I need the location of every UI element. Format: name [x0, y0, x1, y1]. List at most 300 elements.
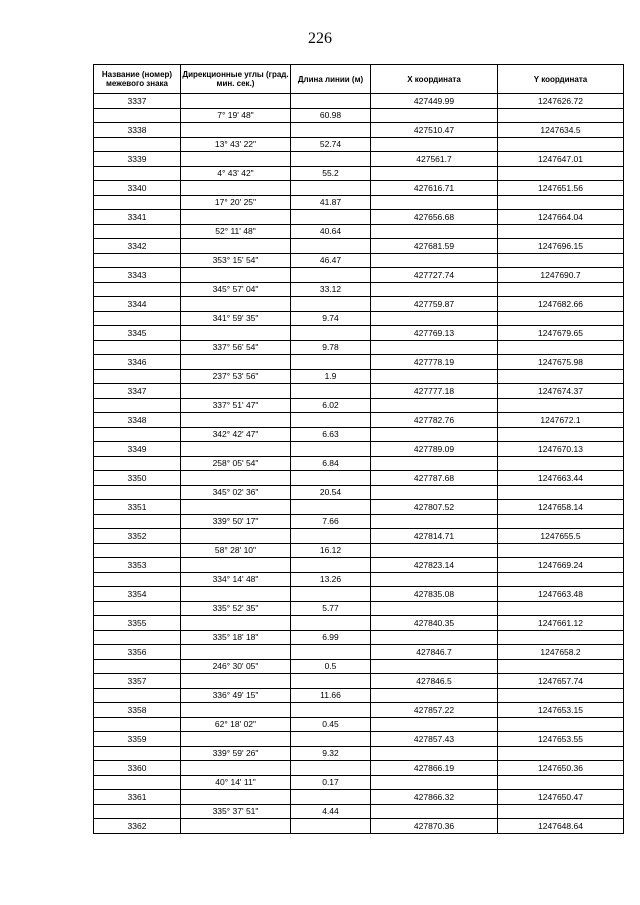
empty-cell [371, 572, 498, 587]
empty-cell [498, 108, 624, 123]
line-length-cell: 55.2 [291, 166, 371, 181]
point-name-cell: 3340 [94, 181, 181, 196]
empty-cell [181, 442, 291, 457]
empty-cell [181, 761, 291, 776]
point-row [94, 297, 624, 312]
segment-row [94, 311, 624, 326]
empty-cell [94, 688, 181, 703]
direction-angle-cell: 52° 11' 48" [181, 224, 291, 239]
empty-cell [94, 775, 181, 790]
point-row [94, 413, 624, 428]
empty-cell [94, 659, 181, 674]
empty-cell [94, 282, 181, 297]
point-row [94, 326, 624, 341]
line-length-cell: 16.12 [291, 543, 371, 558]
empty-cell [94, 311, 181, 326]
direction-angle-cell: 237° 53' 56" [181, 369, 291, 384]
segment-row [94, 775, 624, 790]
point-name-cell: 3360 [94, 761, 181, 776]
empty-cell [371, 398, 498, 413]
line-length-cell: 33.12 [291, 282, 371, 297]
empty-cell [291, 442, 371, 457]
x-coordinate-cell: 427616.71 [371, 181, 498, 196]
point-row [94, 500, 624, 515]
empty-cell [291, 790, 371, 805]
x-coordinate-cell: 427681.59 [371, 239, 498, 254]
empty-cell [498, 601, 624, 616]
segment-row [94, 456, 624, 471]
boundary-coordinates-table [93, 64, 624, 834]
empty-cell [498, 282, 624, 297]
point-name-cell: 3349 [94, 442, 181, 457]
y-coordinate-cell: 1247696.15 [498, 239, 624, 254]
line-length-cell: 1.9 [291, 369, 371, 384]
direction-angle-cell: 337° 51' 47" [181, 398, 291, 413]
y-coordinate-cell: 1247690.7 [498, 268, 624, 283]
direction-angle-cell: 345° 02' 36" [181, 485, 291, 500]
y-coordinate-cell: 1247648.64 [498, 819, 624, 834]
empty-cell [498, 717, 624, 732]
x-coordinate-cell: 427782.76 [371, 413, 498, 428]
header-y: Y координата [498, 65, 624, 94]
empty-cell [291, 674, 371, 689]
point-row [94, 558, 624, 573]
empty-cell [291, 413, 371, 428]
empty-cell [181, 616, 291, 631]
line-length-cell: 13.26 [291, 572, 371, 587]
y-coordinate-cell: 1247663.44 [498, 471, 624, 486]
empty-cell [371, 108, 498, 123]
x-coordinate-cell: 427769.13 [371, 326, 498, 341]
segment-row [94, 804, 624, 819]
empty-cell [371, 601, 498, 616]
line-length-cell: 46.47 [291, 253, 371, 268]
x-coordinate-cell: 427759.87 [371, 297, 498, 312]
x-coordinate-cell: 427778.19 [371, 355, 498, 370]
empty-cell [498, 369, 624, 384]
empty-cell [371, 340, 498, 355]
y-coordinate-cell: 1247657.74 [498, 674, 624, 689]
point-row [94, 123, 624, 138]
point-row [94, 152, 624, 167]
empty-cell [291, 355, 371, 370]
empty-cell [498, 195, 624, 210]
y-coordinate-cell: 1247674.37 [498, 384, 624, 399]
segment-row [94, 253, 624, 268]
segment-row [94, 398, 624, 413]
y-coordinate-cell: 1247650.47 [498, 790, 624, 805]
empty-cell [291, 239, 371, 254]
table-body [94, 94, 624, 834]
header-row [94, 65, 624, 94]
point-row [94, 239, 624, 254]
x-coordinate-cell: 427835.08 [371, 587, 498, 602]
x-coordinate-cell: 427857.22 [371, 703, 498, 718]
point-row [94, 790, 624, 805]
segment-row [94, 369, 624, 384]
header-angle: Дирекционные углы (град. мин. сек.) [181, 65, 291, 94]
direction-angle-cell: 335° 37' 51" [181, 804, 291, 819]
y-coordinate-cell: 1247647.01 [498, 152, 624, 167]
point-row [94, 268, 624, 283]
point-name-cell: 3357 [94, 674, 181, 689]
direction-angle-cell: 246° 30' 05" [181, 659, 291, 674]
empty-cell [371, 224, 498, 239]
segment-row [94, 195, 624, 210]
empty-cell [498, 572, 624, 587]
empty-cell [94, 108, 181, 123]
empty-cell [94, 369, 181, 384]
empty-cell [498, 427, 624, 442]
empty-cell [371, 775, 498, 790]
empty-cell [94, 601, 181, 616]
line-length-cell: 41.87 [291, 195, 371, 210]
segment-row [94, 166, 624, 181]
segment-row [94, 717, 624, 732]
segment-row [94, 659, 624, 674]
empty-cell [291, 645, 371, 660]
segment-row [94, 746, 624, 761]
empty-cell [94, 514, 181, 529]
empty-cell [498, 804, 624, 819]
empty-cell [371, 369, 498, 384]
y-coordinate-cell: 1247658.14 [498, 500, 624, 515]
segment-row [94, 137, 624, 152]
y-coordinate-cell: 1247653.55 [498, 732, 624, 747]
point-name-cell: 3356 [94, 645, 181, 660]
point-name-cell: 3346 [94, 355, 181, 370]
empty-cell [291, 268, 371, 283]
x-coordinate-cell: 427777.18 [371, 384, 498, 399]
point-row [94, 355, 624, 370]
y-coordinate-cell: 1247650.36 [498, 761, 624, 776]
empty-cell [498, 543, 624, 558]
point-row [94, 674, 624, 689]
empty-cell [498, 340, 624, 355]
empty-cell [181, 239, 291, 254]
direction-angle-cell: 258° 05' 54" [181, 456, 291, 471]
point-name-cell: 3348 [94, 413, 181, 428]
direction-angle-cell: 62° 18' 02" [181, 717, 291, 732]
empty-cell [94, 717, 181, 732]
empty-cell [94, 746, 181, 761]
direction-angle-cell: 345° 57' 04" [181, 282, 291, 297]
empty-cell [181, 819, 291, 834]
segment-row [94, 514, 624, 529]
direction-angle-cell: 4° 43' 42" [181, 166, 291, 181]
empty-cell [371, 630, 498, 645]
direction-angle-cell: 17° 20' 25" [181, 195, 291, 210]
point-row [94, 703, 624, 718]
x-coordinate-cell: 427857.43 [371, 732, 498, 747]
point-name-cell: 3342 [94, 239, 181, 254]
empty-cell [94, 398, 181, 413]
x-coordinate-cell: 427814.71 [371, 529, 498, 544]
direction-angle-cell: 353° 15' 54" [181, 253, 291, 268]
empty-cell [371, 137, 498, 152]
segment-row [94, 688, 624, 703]
empty-cell [181, 123, 291, 138]
empty-cell [498, 224, 624, 239]
x-coordinate-cell: 427823.14 [371, 558, 498, 573]
direction-angle-cell: 335° 52' 35" [181, 601, 291, 616]
empty-cell [181, 152, 291, 167]
point-name-cell: 3358 [94, 703, 181, 718]
point-row [94, 384, 624, 399]
empty-cell [181, 674, 291, 689]
x-coordinate-cell: 427449.99 [371, 94, 498, 109]
empty-cell [181, 210, 291, 225]
empty-cell [94, 195, 181, 210]
empty-cell [498, 630, 624, 645]
line-length-cell: 9.74 [291, 311, 371, 326]
y-coordinate-cell: 1247663.48 [498, 587, 624, 602]
empty-cell [94, 485, 181, 500]
y-coordinate-cell: 1247672.1 [498, 413, 624, 428]
empty-cell [498, 746, 624, 761]
header-name: Название (номер) межевого знака [94, 65, 181, 94]
empty-cell [181, 558, 291, 573]
empty-cell [498, 456, 624, 471]
empty-cell [94, 630, 181, 645]
empty-cell [291, 471, 371, 486]
point-name-cell: 3351 [94, 500, 181, 515]
point-name-cell: 3344 [94, 297, 181, 312]
y-coordinate-cell: 1247669.24 [498, 558, 624, 573]
x-coordinate-cell: 427866.32 [371, 790, 498, 805]
direction-angle-cell: 341° 59' 35" [181, 311, 291, 326]
empty-cell [181, 355, 291, 370]
y-coordinate-cell: 1247626.72 [498, 94, 624, 109]
empty-cell [371, 543, 498, 558]
line-length-cell: 9.78 [291, 340, 371, 355]
empty-cell [371, 311, 498, 326]
point-name-cell: 3353 [94, 558, 181, 573]
empty-cell [291, 587, 371, 602]
empty-cell [291, 558, 371, 573]
header-x: Х координата [371, 65, 498, 94]
y-coordinate-cell: 1247679.65 [498, 326, 624, 341]
empty-cell [371, 514, 498, 529]
empty-cell [94, 572, 181, 587]
empty-cell [291, 500, 371, 515]
empty-cell [181, 297, 291, 312]
y-coordinate-cell: 1247675.98 [498, 355, 624, 370]
empty-cell [181, 94, 291, 109]
empty-cell [181, 413, 291, 428]
segment-row [94, 485, 624, 500]
point-row [94, 471, 624, 486]
empty-cell [181, 790, 291, 805]
page-number: 226 [308, 30, 332, 47]
header-length: Длина линии (м) [291, 65, 371, 94]
direction-angle-cell: 334° 14' 48" [181, 572, 291, 587]
y-coordinate-cell: 1247661.12 [498, 616, 624, 631]
x-coordinate-cell: 427789.09 [371, 442, 498, 457]
empty-cell [181, 384, 291, 399]
empty-cell [291, 210, 371, 225]
point-row [94, 94, 624, 109]
x-coordinate-cell: 427510.47 [371, 123, 498, 138]
point-name-cell: 3339 [94, 152, 181, 167]
segment-row [94, 630, 624, 645]
empty-cell [291, 384, 371, 399]
empty-cell [291, 819, 371, 834]
point-name-cell: 3354 [94, 587, 181, 602]
empty-cell [498, 514, 624, 529]
point-name-cell: 3343 [94, 268, 181, 283]
line-length-cell: 60.98 [291, 108, 371, 123]
empty-cell [181, 471, 291, 486]
empty-cell [371, 195, 498, 210]
direction-angle-cell: 335° 18' 18" [181, 630, 291, 645]
x-coordinate-cell: 427870.36 [371, 819, 498, 834]
point-row [94, 761, 624, 776]
y-coordinate-cell: 1247653.15 [498, 703, 624, 718]
line-length-cell: 4.44 [291, 804, 371, 819]
x-coordinate-cell: 427840.35 [371, 616, 498, 631]
empty-cell [371, 253, 498, 268]
empty-cell [94, 804, 181, 819]
empty-cell [371, 427, 498, 442]
point-row [94, 181, 624, 196]
segment-row [94, 427, 624, 442]
point-row [94, 587, 624, 602]
x-coordinate-cell: 427656.68 [371, 210, 498, 225]
point-name-cell: 3338 [94, 123, 181, 138]
segment-row [94, 340, 624, 355]
line-length-cell: 20.54 [291, 485, 371, 500]
point-name-cell: 3352 [94, 529, 181, 544]
empty-cell [181, 326, 291, 341]
empty-cell [181, 529, 291, 544]
empty-cell [371, 456, 498, 471]
empty-cell [94, 224, 181, 239]
empty-cell [291, 181, 371, 196]
empty-cell [94, 166, 181, 181]
y-coordinate-cell: 1247670.13 [498, 442, 624, 457]
segment-row [94, 108, 624, 123]
empty-cell [371, 717, 498, 732]
empty-cell [498, 688, 624, 703]
empty-cell [291, 326, 371, 341]
x-coordinate-cell: 427846.7 [371, 645, 498, 660]
empty-cell [181, 645, 291, 660]
empty-cell [291, 297, 371, 312]
empty-cell [498, 775, 624, 790]
direction-angle-cell: 342° 42' 47" [181, 427, 291, 442]
empty-cell [371, 166, 498, 181]
segment-row [94, 572, 624, 587]
line-length-cell: 5.77 [291, 601, 371, 616]
x-coordinate-cell: 427866.19 [371, 761, 498, 776]
empty-cell [498, 398, 624, 413]
x-coordinate-cell: 427727.74 [371, 268, 498, 283]
line-length-cell: 7.66 [291, 514, 371, 529]
empty-cell [291, 616, 371, 631]
point-name-cell: 3345 [94, 326, 181, 341]
direction-angle-cell: 337° 56' 54" [181, 340, 291, 355]
y-coordinate-cell: 1247634.5 [498, 123, 624, 138]
direction-angle-cell: 7° 19' 48" [181, 108, 291, 123]
line-length-cell: 0.17 [291, 775, 371, 790]
empty-cell [291, 761, 371, 776]
empty-cell [291, 529, 371, 544]
line-length-cell: 11.66 [291, 688, 371, 703]
point-row [94, 529, 624, 544]
empty-cell [371, 746, 498, 761]
point-name-cell: 3362 [94, 819, 181, 834]
empty-cell [291, 703, 371, 718]
empty-cell [181, 732, 291, 747]
direction-angle-cell: 336° 49' 15" [181, 688, 291, 703]
empty-cell [371, 659, 498, 674]
empty-cell [181, 500, 291, 515]
x-coordinate-cell: 427846.5 [371, 674, 498, 689]
y-coordinate-cell: 1247658.2 [498, 645, 624, 660]
empty-cell [94, 253, 181, 268]
x-coordinate-cell: 427561.7 [371, 152, 498, 167]
point-name-cell: 3361 [94, 790, 181, 805]
line-length-cell: 0.5 [291, 659, 371, 674]
line-length-cell: 9.32 [291, 746, 371, 761]
direction-angle-cell: 339° 50' 17" [181, 514, 291, 529]
segment-row [94, 224, 624, 239]
empty-cell [94, 340, 181, 355]
point-name-cell: 3337 [94, 94, 181, 109]
direction-angle-cell: 58° 28' 10" [181, 543, 291, 558]
empty-cell [498, 166, 624, 181]
empty-cell [498, 253, 624, 268]
point-row [94, 732, 624, 747]
line-length-cell: 6.99 [291, 630, 371, 645]
empty-cell [498, 311, 624, 326]
x-coordinate-cell: 427787.68 [371, 471, 498, 486]
empty-cell [498, 485, 624, 500]
empty-cell [371, 282, 498, 297]
point-row [94, 616, 624, 631]
empty-cell [371, 804, 498, 819]
point-name-cell: 3347 [94, 384, 181, 399]
line-length-cell: 40.64 [291, 224, 371, 239]
y-coordinate-cell: 1247682.66 [498, 297, 624, 312]
y-coordinate-cell: 1247651.56 [498, 181, 624, 196]
y-coordinate-cell: 1247655.5 [498, 529, 624, 544]
y-coordinate-cell: 1247664.04 [498, 210, 624, 225]
empty-cell [181, 703, 291, 718]
point-row [94, 442, 624, 457]
empty-cell [181, 587, 291, 602]
line-length-cell: 6.63 [291, 427, 371, 442]
empty-cell [371, 485, 498, 500]
point-name-cell: 3341 [94, 210, 181, 225]
direction-angle-cell: 13° 43' 22" [181, 137, 291, 152]
x-coordinate-cell: 427807.52 [371, 500, 498, 515]
empty-cell [94, 427, 181, 442]
point-row [94, 645, 624, 660]
point-row [94, 819, 624, 834]
point-name-cell: 3350 [94, 471, 181, 486]
empty-cell [498, 137, 624, 152]
empty-cell [291, 152, 371, 167]
line-length-cell: 6.02 [291, 398, 371, 413]
empty-cell [291, 732, 371, 747]
point-name-cell: 3359 [94, 732, 181, 747]
point-row [94, 210, 624, 225]
empty-cell [181, 181, 291, 196]
direction-angle-cell: 339° 59' 26" [181, 746, 291, 761]
empty-cell [371, 688, 498, 703]
